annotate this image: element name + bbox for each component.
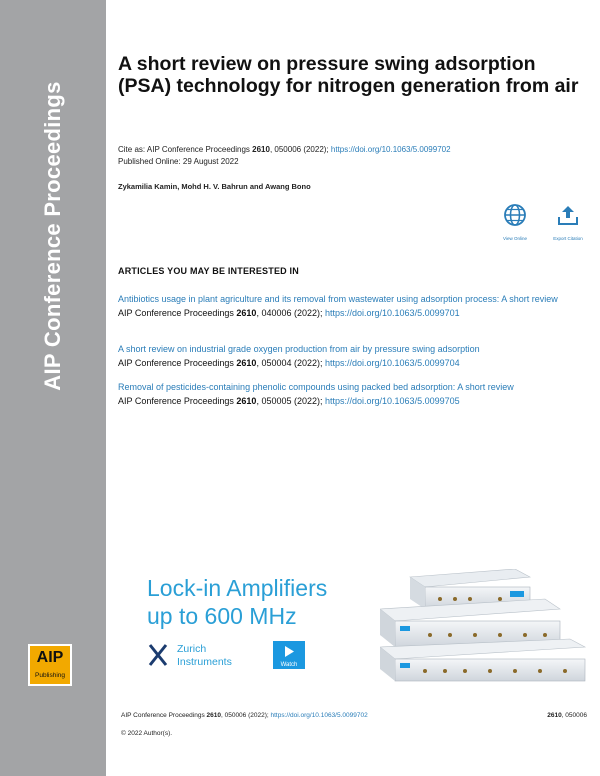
related-article-number: , 050005 (2022); (256, 396, 325, 406)
related-article-number: , 050004 (2022); (256, 358, 325, 368)
related-volume: 2610 (236, 396, 257, 406)
zurich-instruments-logo-icon (148, 643, 168, 667)
article-doi-link[interactable]: https://doi.org/10.1063/5.0099702 (330, 145, 451, 154)
footer-article: , 050006 (2022); (220, 712, 271, 719)
export-citation-button[interactable] (543, 203, 593, 241)
journal-name: AIP Conference Proceedings (40, 81, 65, 391)
related-article (118, 293, 583, 318)
view-online-button[interactable] (490, 203, 540, 241)
aip-publishing-logo[interactable] (28, 644, 72, 686)
export-citation-label: Export Citation (553, 236, 583, 241)
ad-brand-line-1: Zurich (177, 643, 207, 655)
play-icon (284, 645, 295, 658)
citation-line (118, 145, 451, 154)
ad-brand (177, 643, 232, 669)
related-articles-heading: ARTICLES YOU MAY BE INTERESTED IN (118, 266, 299, 276)
footer-page-number (547, 712, 587, 719)
related-article-citation (118, 358, 583, 368)
ad-headline-2: up to 600 MHz (147, 603, 297, 629)
related-article-title[interactable]: Antibiotics usage in plant agriculture and its removal from wastewater using adsorption process: A short review (118, 294, 558, 304)
related-journal: AIP Conference Proceedings (118, 396, 237, 406)
watch-label: Watch (280, 662, 298, 668)
related-doi-link[interactable]: https://doi.org/10.1063/5.0099705 (325, 396, 460, 406)
citation-volume: 2610 (252, 145, 270, 154)
ad-headline-1: Lock-in Amplifiers (147, 575, 328, 601)
footer-citation (121, 712, 368, 719)
article-title: A short review on pressure swing adsorption (PSA) technology for nitrogen generation from air (118, 53, 579, 97)
export-citation-icon (556, 203, 580, 227)
related-doi-link[interactable]: https://doi.org/10.1063/5.0099701 (325, 308, 460, 318)
related-volume: 2610 (236, 308, 257, 318)
footer-page-article: , 050006 (561, 712, 587, 719)
copyright-notice: © 2022 Author(s). (121, 730, 173, 737)
journal-sidebar (0, 0, 106, 776)
related-article (118, 343, 583, 368)
related-article (118, 381, 583, 406)
related-article-title[interactable]: Removal of pesticides-containing phenolic compounds using packed bed adsorption: A short review (118, 382, 514, 392)
citation-article: , 050006 (2022); (269, 145, 331, 154)
logo-subtext: Publishing (35, 672, 65, 679)
citation-prefix: Cite as: AIP Conference Proceedings (118, 145, 253, 154)
footer-page-volume: 2610 (547, 712, 562, 719)
globe-icon (503, 203, 527, 227)
related-volume: 2610 (236, 358, 257, 368)
footer-volume: 2610 (206, 712, 221, 719)
view-online-label: View Online (503, 236, 527, 241)
related-journal: AIP Conference Proceedings (118, 308, 237, 318)
footer-journal: AIP Conference Proceedings (121, 712, 207, 719)
related-article-citation (118, 396, 583, 406)
lock-in-amplifier-product-image (380, 569, 588, 683)
related-article-title[interactable]: A short review on industrial grade oxygen production from air by pressure swing adsorption (118, 344, 480, 354)
related-doi-link[interactable]: https://doi.org/10.1063/5.0099704 (325, 358, 460, 368)
related-journal: AIP Conference Proceedings (118, 358, 237, 368)
published-date: Published Online: 29 August 2022 (118, 157, 239, 166)
related-article-citation (118, 308, 583, 318)
authors-list: Zykamilia Kamin, Mohd H. V. Bahrun and Awang Bono (118, 182, 311, 191)
ad-brand-line-2: Instruments (177, 656, 232, 668)
related-article-number: , 040006 (2022); (256, 308, 325, 318)
footer-doi-link[interactable]: https://doi.org/10.1063/5.0099702 (270, 712, 368, 719)
logo-word: AIP (36, 649, 64, 666)
advertisement-banner[interactable] (118, 553, 588, 683)
watch-button[interactable] (273, 641, 305, 669)
